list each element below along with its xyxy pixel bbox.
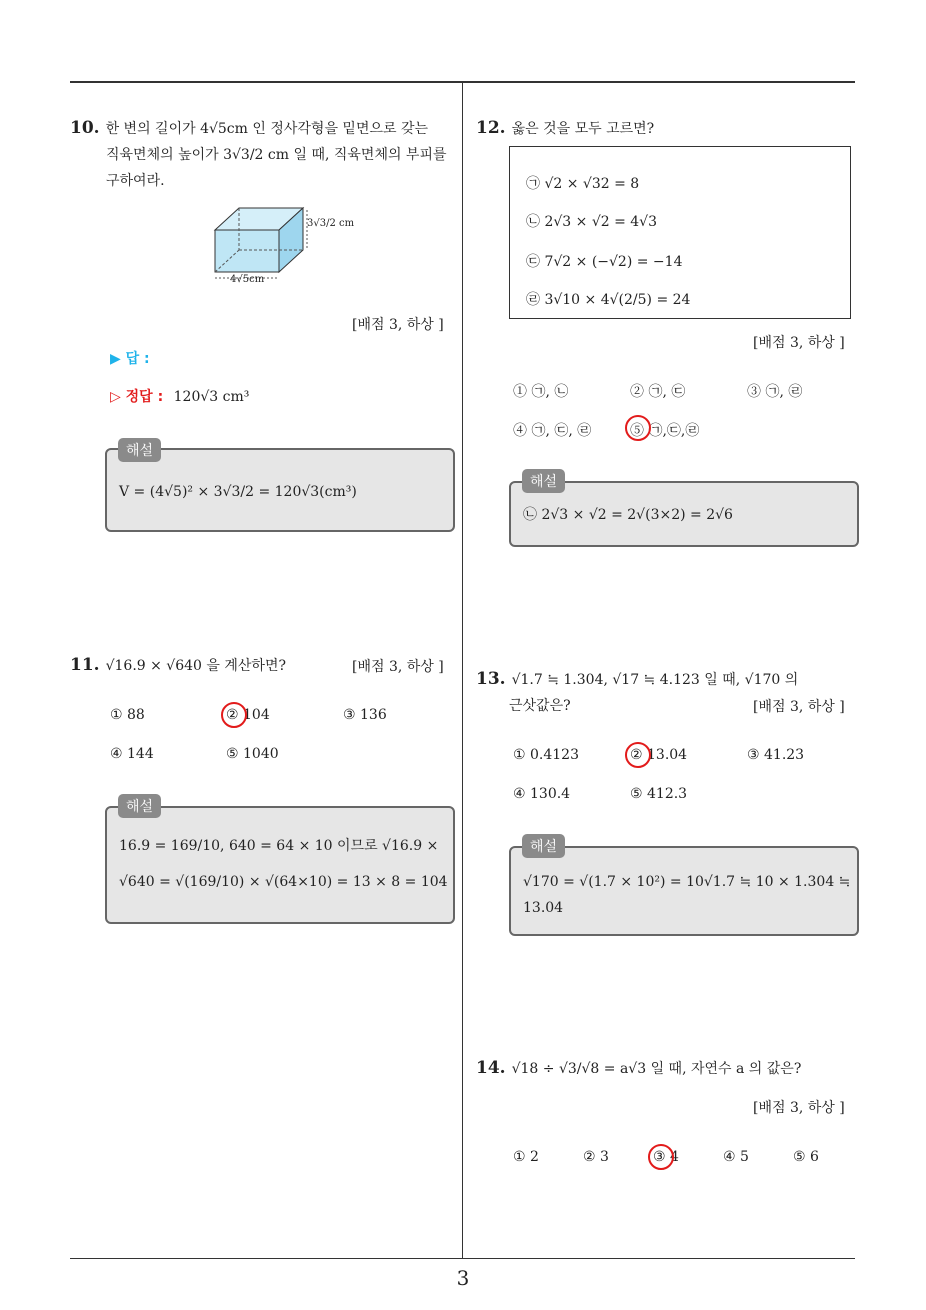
page-number: 3 <box>456 1266 470 1290</box>
question-number: 14. <box>476 1058 506 1078</box>
correct-answer-value: 120√3 cm³ <box>173 389 250 405</box>
column-divider <box>462 83 463 1258</box>
selected-answer-mark <box>625 742 651 768</box>
choice-5[interactable]: ⑤ ㉠,㉢,㉣ <box>630 423 700 439</box>
choice-3[interactable]: ③ 4 <box>653 1149 679 1165</box>
statement-box <box>509 146 851 319</box>
answer-line <box>110 348 150 368</box>
question-text: 구하여라. <box>106 173 165 189</box>
explanation-text: √170 = √(1.7 × 10²) = 10√1.7 ≒ 10 × 1.304 ≒ <box>523 874 851 890</box>
explanation-text: 16.9 = 169/10, 640 = 64 × 10 이므로 √16.9 × <box>119 838 439 854</box>
explanation-label: 해설 <box>522 469 565 493</box>
choice-4[interactable]: ④ 130.4 <box>513 786 571 802</box>
choice-1[interactable]: ① 88 <box>110 707 145 723</box>
statement-item: ㉢ 7√2 × (−√2) = −14 <box>526 254 683 270</box>
choice-4[interactable]: ④ 144 <box>110 746 154 762</box>
explanation-text: √640 = √(169/10) × √(64×10) = 13 × 8 = 104 <box>119 874 448 890</box>
answer-label: ▶ 답 : <box>110 351 150 367</box>
question-number: 11. <box>70 655 100 675</box>
choice-1[interactable]: ① 0.4123 <box>513 747 579 763</box>
question-text: √16.9 × √640 을 계산하면? <box>105 658 286 674</box>
explanation-text: ㉡ 2√3 × √2 = 2√(3×2) = 2√6 <box>523 507 733 523</box>
explanation-label: 해설 <box>118 438 161 462</box>
choice-1[interactable]: ① 2 <box>513 1149 539 1165</box>
statement-item: ㉠ √2 × √32 = 8 <box>526 176 640 192</box>
choice-4[interactable]: ④ 5 <box>723 1149 749 1165</box>
figure-base-label: 4√5cm <box>230 274 265 285</box>
question-11 <box>70 652 370 679</box>
choice-4[interactable]: ④ ㉠, ㉢, ㉣ <box>513 423 592 439</box>
choice-2[interactable]: ② 104 <box>226 707 270 723</box>
explanation-box <box>105 806 455 924</box>
choice-3[interactable]: ③ 41.23 <box>747 747 805 763</box>
question-number: 12. <box>476 118 506 138</box>
question-text: 옳은 것을 모두 고르면? <box>511 121 655 137</box>
question-number: 13. <box>476 669 506 689</box>
points-label: [배점 3, 하상 ] <box>753 1100 845 1116</box>
bottom-rule <box>70 1258 855 1259</box>
question-text: √18 ÷ √3/√8 = a√3 일 때, 자연수 a 의 값은? <box>511 1061 802 1077</box>
cuboid-figure <box>205 200 365 292</box>
explanation-text: V = (4√5)² × 3√3/2 = 120√3(cm³) <box>119 484 357 500</box>
question-text: 한 변의 길이가 4√5cm 인 정사각형을 밑면으로 갖는 <box>105 121 429 137</box>
points-label: [배점 3, 하상 ] <box>753 335 845 351</box>
choice-5[interactable]: ⑤ 412.3 <box>630 786 688 802</box>
selected-answer-mark <box>625 415 651 441</box>
explanation-label: 해설 <box>522 834 565 858</box>
choice-3[interactable]: ③ 136 <box>343 707 387 723</box>
selected-answer-mark <box>221 702 247 728</box>
explanation-text: 13.04 <box>523 900 564 916</box>
choice-5[interactable]: ⑤ 1040 <box>226 746 279 762</box>
choice-5[interactable]: ⑤ 6 <box>793 1149 819 1165</box>
explanation-label: 해설 <box>118 794 161 818</box>
points-label: [배점 3, 하상 ] <box>753 699 845 715</box>
choice-2[interactable]: ② 3 <box>583 1149 609 1165</box>
question-14 <box>476 1055 856 1082</box>
points-label: [배점 3, 하상 ] <box>352 659 444 675</box>
question-text: 직육면체의 높이가 3√3/2 cm 일 때, 직육면체의 부피를 <box>106 147 447 163</box>
choice-3[interactable]: ③ ㉠, ㉣ <box>747 384 803 400</box>
statement-item: ㉡ 2√3 × √2 = 4√3 <box>526 214 658 230</box>
statement-item: ㉣ 3√10 × 4√(2/5) = 24 <box>526 292 691 308</box>
choice-1[interactable]: ① ㉠, ㉡ <box>513 384 569 400</box>
question-number: 10. <box>70 118 100 138</box>
question-12 <box>476 115 856 142</box>
question-text: √1.7 ≒ 1.304, √17 ≒ 4.123 일 때, √170 의 <box>511 672 799 688</box>
choice-2[interactable]: ② ㉠, ㉢ <box>630 384 686 400</box>
explanation-box <box>509 846 859 936</box>
points-label: [배점 3, 하상 ] <box>352 317 444 333</box>
choice-2[interactable]: ② 13.04 <box>630 747 688 763</box>
question-10 <box>70 115 455 194</box>
question-text: 근삿값은? <box>509 698 571 714</box>
figure-height-label: 3√3/2 cm <box>307 218 355 229</box>
correct-answer-line <box>110 386 249 406</box>
correct-answer-label: ▷ 정답 : <box>110 389 164 405</box>
selected-answer-mark <box>648 1144 674 1170</box>
